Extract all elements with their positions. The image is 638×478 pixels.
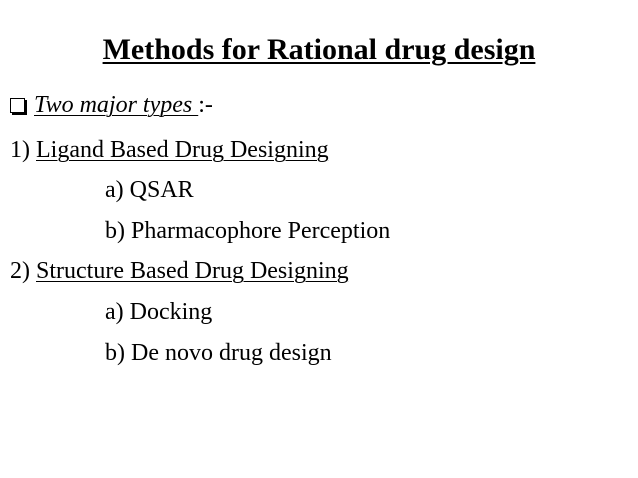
sub-item-2a: a) Docking <box>105 299 213 325</box>
list-item-1 <box>10 135 329 165</box>
list-item-1-number: 1) <box>10 137 36 163</box>
bullet-suffix: :- <box>198 92 213 118</box>
list-item-2-label: Structure Based Drug Designing <box>36 258 349 284</box>
slide-title-text: Methods for Rational drug design <box>102 33 536 66</box>
sub-item-1b: b) Pharmacophore Perception <box>105 218 391 244</box>
list-item-1-label: Ligand Based Drug Designing <box>36 137 329 163</box>
list-item-2 <box>10 256 349 286</box>
square-bullet-icon <box>10 98 25 113</box>
bullet-line <box>10 90 213 120</box>
bullet-label: Two major types <box>34 92 199 118</box>
sub-item-2b: b) De novo drug design <box>105 340 332 366</box>
list-item-2-number: 2) <box>10 258 36 284</box>
sub-item-1a: a) QSAR <box>105 177 194 203</box>
slide-title <box>0 30 638 70</box>
